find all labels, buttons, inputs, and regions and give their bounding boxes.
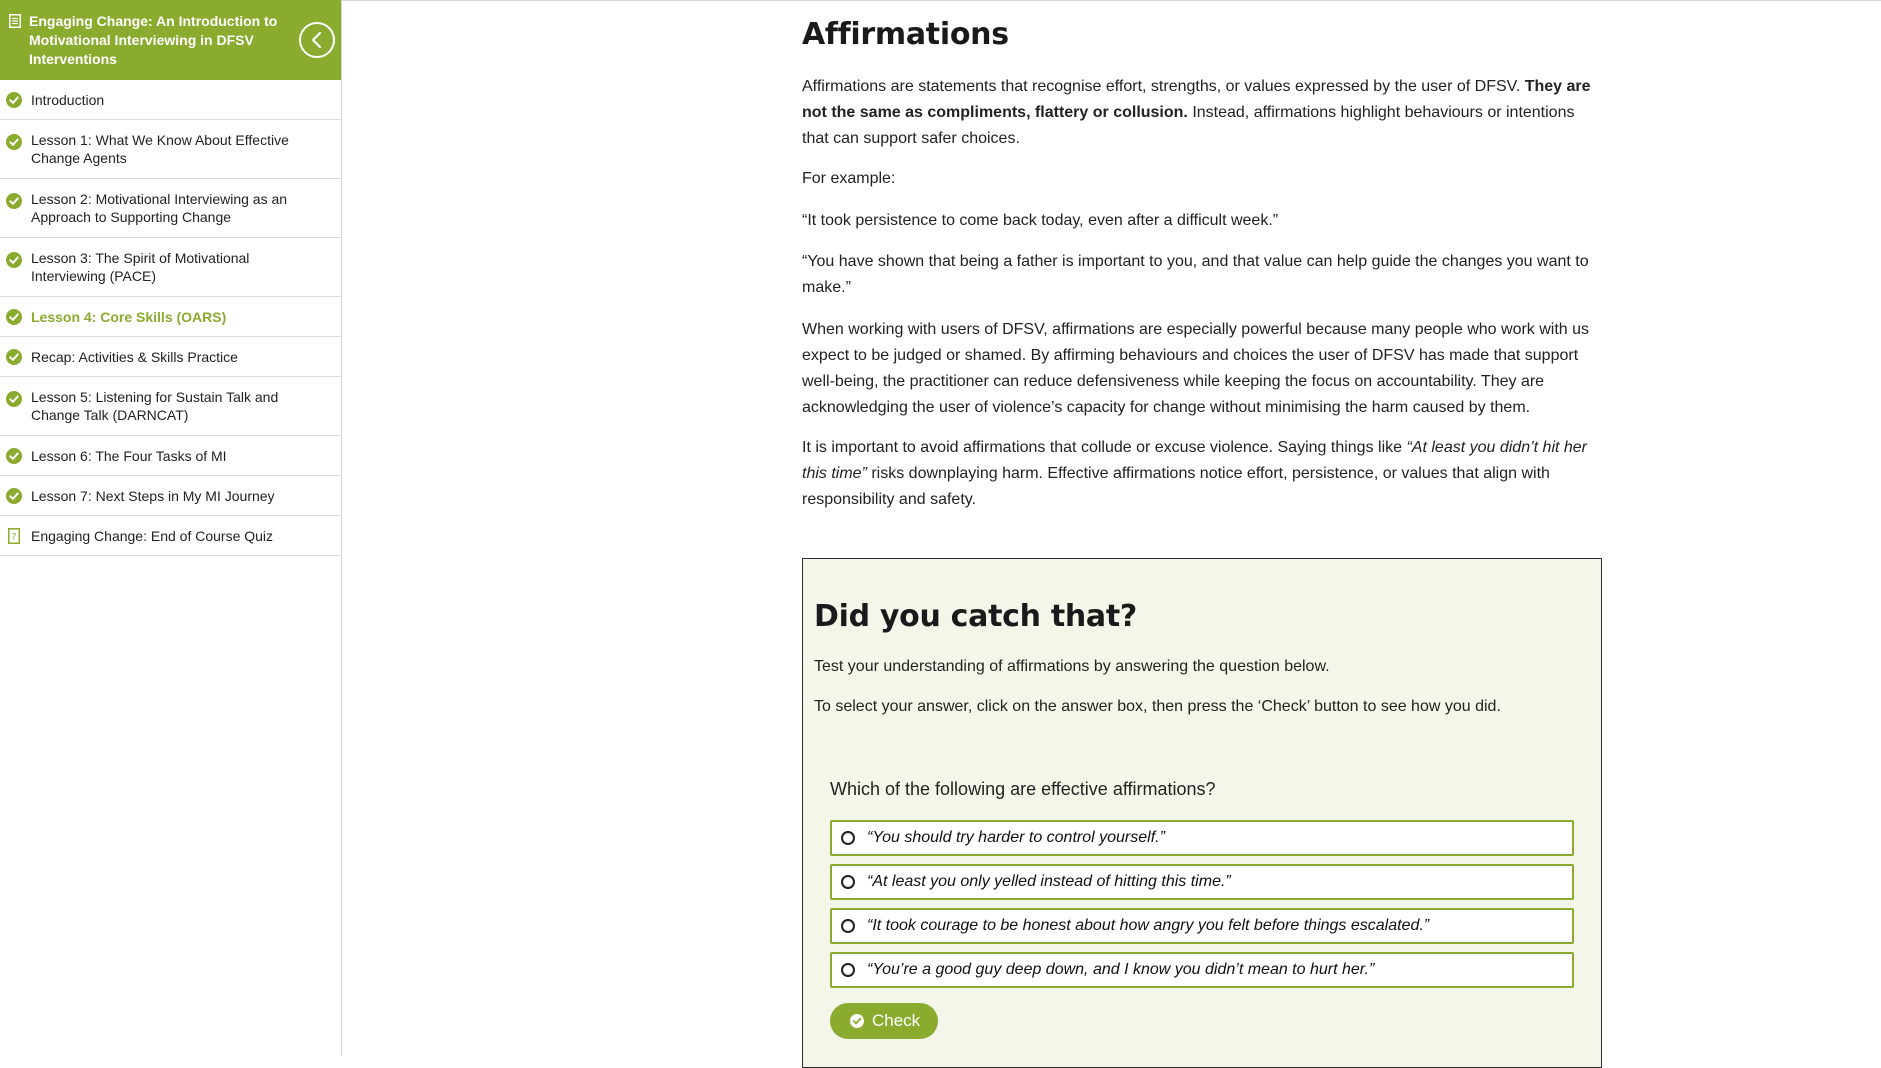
course-header [0, 0, 341, 80]
check-circle-icon [6, 92, 22, 108]
sidebar-item-label: Lesson 6: The Four Tasks of MI [31, 447, 227, 464]
collapse-sidebar-button[interactable] [299, 22, 335, 58]
answer-option-1[interactable] [830, 820, 1574, 856]
chevron-left-icon [309, 31, 325, 49]
top-divider [341, 0, 1881, 1]
check-circle-icon [6, 349, 22, 365]
paragraph-for-example: For example: [802, 170, 896, 187]
quiz-instructions: To select your answer, click on the answer box, then press the ‘Check’ button to see how you did. [814, 698, 1501, 715]
text-span: Instead, affirmations highlight behaviours or intentions that can support safer choices. [802, 104, 1575, 147]
check-button-label: Check [872, 1011, 921, 1030]
answer-label: “At least you only yelled instead of hitting this time.” [867, 873, 1231, 890]
sidebar-item-lesson-6[interactable] [0, 436, 341, 476]
sidebar-item-label: Lesson 4: Core Skills (OARS) [31, 308, 227, 325]
sidebar-item-recap[interactable] [0, 337, 341, 377]
text-span: It is important to avoid affirmations that collude or excuse violence. Saying things like [802, 439, 1407, 456]
quiz-title: Did you catch that? [814, 599, 1138, 634]
check-circle-icon [6, 134, 22, 150]
example-quote-2: “You have shown that being a father is important to you, and that value can help guide the changes you want to make.” [802, 253, 1589, 296]
sidebar-item-quiz[interactable] [0, 516, 341, 556]
radio-button[interactable] [841, 875, 855, 889]
answer-label: “You’re a good guy deep down, and I know you didn’t mean to hurt her.” [867, 961, 1375, 978]
radio-button[interactable] [841, 919, 855, 933]
sidebar-item-label: Lesson 3: The Spirit of Motivational Interviewing (PACE) [31, 250, 250, 284]
document-icon [9, 14, 21, 28]
check-circle-icon [6, 309, 22, 325]
check-circle-icon [6, 391, 22, 407]
sidebar-item-introduction[interactable] [0, 80, 341, 120]
check-circle-icon [6, 252, 22, 268]
example-quote-1: “It took persistence to come back today, even after a difficult week.” [802, 212, 1279, 229]
paragraph-definition [802, 74, 1602, 152]
course-title: Engaging Change: An Introduction to Motivational Interviewing in DFSV Interventions [29, 13, 278, 67]
sidebar-item-lesson-5[interactable] [0, 377, 341, 436]
sidebar-item-lesson-1[interactable] [0, 120, 341, 179]
bold-text: They are not the same as compliments, flattery or collusion. [802, 78, 1591, 121]
knowledge-check [802, 558, 1602, 1068]
check-circle-icon [6, 488, 22, 504]
answer-label: “It took courage to be honest about how angry you felt before things escalated.” [867, 917, 1430, 934]
sidebar-item-lesson-2[interactable] [0, 179, 341, 238]
paragraph-why-powerful: When working with users of DFSV, affirmations are especially powerful because many people who work with us expect to be judged or shamed. By affirming behaviours and choices the user of DFSV has made that support well-being, the practitioner can reduce defensiveness while keeping the focus on accountability. They are acknowledging the user of violence’s capacity for change without minimising the harm caused by them. [802, 321, 1590, 416]
sidebar-item-label: Introduction [31, 91, 105, 108]
sidebar-item-label: Recap: Activities & Skills Practice [31, 348, 238, 365]
answer-option-2[interactable] [830, 864, 1574, 900]
text-span: Affirmations are statements that recognise effort, strengths, or values expressed by the user of DFSV. [802, 78, 1525, 95]
check-button[interactable] [830, 1003, 938, 1039]
sidebar-item-label: Lesson 5: Listening for Sustain Talk and Change Talk (DARNCAT) [31, 389, 279, 423]
page-title: Affirmations [802, 17, 1009, 52]
answer-label: “You should try harder to control yourself.” [867, 829, 1165, 846]
check-circle-icon [6, 193, 22, 209]
lesson-list [0, 80, 341, 556]
sidebar-item-label: Lesson 2: Motivational Interviewing as an Approach to Supporting Change [31, 191, 288, 225]
answer-option-3[interactable] [830, 908, 1574, 944]
italic-quote: “At least you didn’t hit her this time” [802, 439, 1588, 482]
text-span: risks downplaying harm. Effective affirmations notice effort, persistence, or values that align with responsibility and safety. [802, 465, 1550, 508]
sidebar-item-label: Lesson 7: Next Steps in My MI Journey [31, 487, 275, 504]
radio-button[interactable] [841, 831, 855, 845]
sidebar-item-lesson-3[interactable] [0, 238, 341, 297]
radio-button[interactable] [841, 963, 855, 977]
question-text: Which of the following are effective affirmations? [830, 779, 1216, 799]
paragraph-avoid-collusion [802, 435, 1602, 513]
svg-text:?: ? [11, 532, 17, 542]
course-sidebar [0, 0, 342, 1056]
check-circle-icon [6, 448, 22, 464]
check-circle-icon [850, 1014, 864, 1028]
sidebar-item-label: Lesson 1: What We Know About Effective Change Agents [31, 132, 289, 166]
sidebar-item-label: Engaging Change: End of Course Quiz [31, 527, 274, 544]
quiz-intro: Test your understanding of affirmations by answering the question below. [814, 658, 1330, 675]
quiz-icon [8, 528, 20, 544]
sidebar-item-lesson-4[interactable] [0, 297, 341, 337]
sidebar-item-lesson-7[interactable] [0, 476, 341, 516]
answer-option-4[interactable] [830, 952, 1574, 988]
